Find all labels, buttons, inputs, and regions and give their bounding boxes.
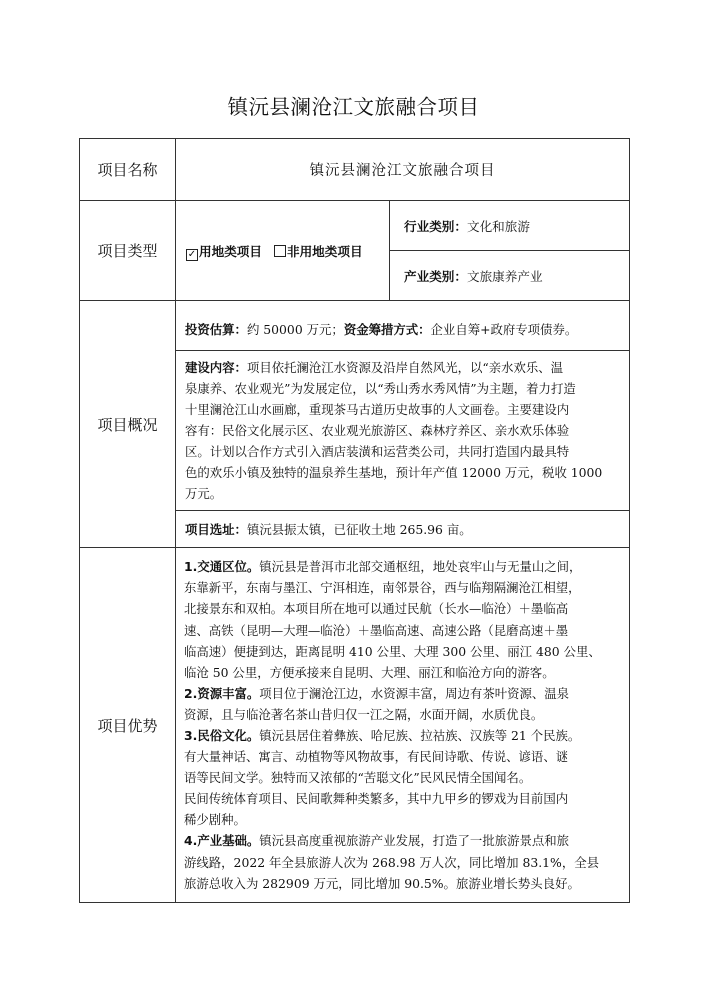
- advantage-line: 资源，且与临沧著名茶山昔归仅一江之隔，水面开阔，水质优良。: [184, 706, 544, 722]
- sector-category: [390, 251, 630, 301]
- site-info: [176, 511, 630, 548]
- investment-info: [176, 301, 630, 351]
- content-line: 万元。: [185, 486, 223, 501]
- content-line: 色的欢乐小镇及独特的温泉养生基地，预计年产值 12000 万元，税收 1000: [185, 465, 603, 480]
- option-non-land-project-label: 非用地类项目: [286, 244, 363, 259]
- row-project-type-1: [80, 201, 630, 251]
- label-project-name: 项目名称: [80, 139, 176, 201]
- content-line: 区。计划以合作方式引入酒店装潢和运营类公司，共同打造国内最具特: [185, 444, 570, 459]
- advantage-heading: 2.资源丰富。: [184, 685, 260, 701]
- advantages-content: [176, 548, 630, 903]
- fund-key: 资金筹措方式：: [343, 321, 431, 337]
- invest-value: 约 50000 万元；: [246, 321, 344, 337]
- label-project-type: 项目类型: [80, 201, 176, 301]
- label-advantages: 项目优势: [80, 548, 176, 903]
- advantage-line: 稀少剧种。: [184, 812, 246, 828]
- advantage-line: 语等民间文学。独特而又浓郁的“苦聪文化”民风民情全国闻名。: [184, 770, 532, 786]
- value-project-name: 镇沅县澜沧江文旅融合项目: [176, 139, 630, 201]
- advantage-line: 镇沅县是普洱市北部交通枢纽，地处哀牢山与无量山之间，: [259, 559, 582, 575]
- advantage-line: 镇沅县高度重视旅游产业发展，打造了一批旅游景点和旅: [259, 833, 570, 849]
- advantage-line: 东靠新平，东南与墨江、宁洱相连，南邻景谷，西与临翔隔澜沧江相望，: [184, 580, 581, 596]
- advantage-line: 游线路，2022 年全县旅游人次为 268.98 万人次，同比增加 83.1%，全县: [184, 854, 599, 870]
- advantage-line: 项目位于澜沧江边，水资源丰富，周边有茶叶资源、温泉: [259, 685, 570, 701]
- site-key: 项目选址：: [185, 521, 247, 537]
- content-line: 泉康养、农业观光”为发展定位，以“秀山秀水秀风情”为主题，着力打造: [185, 381, 576, 396]
- advantage-line: 速、高铁（昆明—大理—临沧）＋墨临高速、高速公路（昆磨高速＋墨: [184, 622, 569, 638]
- advantage-line: 民间传统体育项目、民间歌舞种类繁多，其中九甲乡的锣戏为目前国内: [184, 791, 569, 807]
- sector-category-value: 文旅康养产业: [466, 269, 543, 284]
- advantage-line: 镇沅县居住着彝族、哈尼族、拉祜族、汉族等 21 个民族。: [259, 728, 581, 743]
- fund-value: 企业自筹+政府专项债券。: [430, 321, 578, 337]
- checkbox-land-project[interactable]: [186, 249, 198, 261]
- label-overview: 项目概况: [80, 301, 176, 548]
- content-line: 十里澜沧江山水画廊，重现茶马古道历史故事的人文画卷。主要建设内: [185, 402, 570, 417]
- row-overview-invest: [80, 301, 630, 351]
- content-line: 容有：民俗文化展示区、农业观光旅游区、森林疗养区、亲水欢乐体验: [185, 423, 570, 438]
- advantage-heading: 1.交通区位。: [184, 559, 260, 575]
- industry-category: [390, 201, 630, 251]
- advantage-line: 临高速）便捷到达，距离昆明 410 公里、大理 300 公里、丽江 480 公里、: [184, 643, 601, 659]
- check-mark-icon: ✓: [187, 249, 197, 260]
- project-type-options: [176, 201, 390, 301]
- page-title: 镇沅县澜沧江文旅融合项目: [227, 95, 480, 119]
- sector-category-key: 产业类别：: [404, 269, 467, 284]
- invest-key: 投资估算：: [185, 321, 247, 337]
- industry-category-key: 行业类别：: [404, 219, 467, 234]
- advantage-line: 旅游总收入为 282909 万元，同比增加 90.5%。旅游业增长势头良好。: [184, 875, 580, 891]
- advantage-heading: 3.民俗文化。: [184, 728, 260, 743]
- option-land-project-label: 用地类项目: [199, 244, 262, 259]
- checkbox-non-land-project[interactable]: [274, 245, 286, 257]
- site-value: 镇沅县振太镇，已征收土地 265.96 亩。: [246, 521, 472, 537]
- industry-category-value: 文化和旅游: [466, 219, 530, 234]
- content-line: 项目依托澜沧江水资源及沿岸自然风光，以“亲水欢乐、温: [246, 360, 564, 375]
- advantage-line: 临沧 50 公里，方便承接来自昆明、大理、丽江和临沧方向的游客。: [184, 664, 555, 680]
- construction-content: [176, 351, 630, 511]
- row-advantages: [80, 548, 630, 903]
- content-key: 建设内容：: [185, 360, 247, 375]
- advantage-heading: 4.产业基础。: [184, 833, 260, 849]
- advantage-line: 北接景东和双柏。本项目所在地可以通过民航（长水—临沧）＋墨临高: [184, 601, 569, 617]
- project-table: [79, 138, 630, 903]
- advantage-line: 有大量神话、寓言、动植物等风物故事，有民间诗歌、传说、谚语、谜: [184, 749, 569, 765]
- row-project-name: [80, 139, 630, 201]
